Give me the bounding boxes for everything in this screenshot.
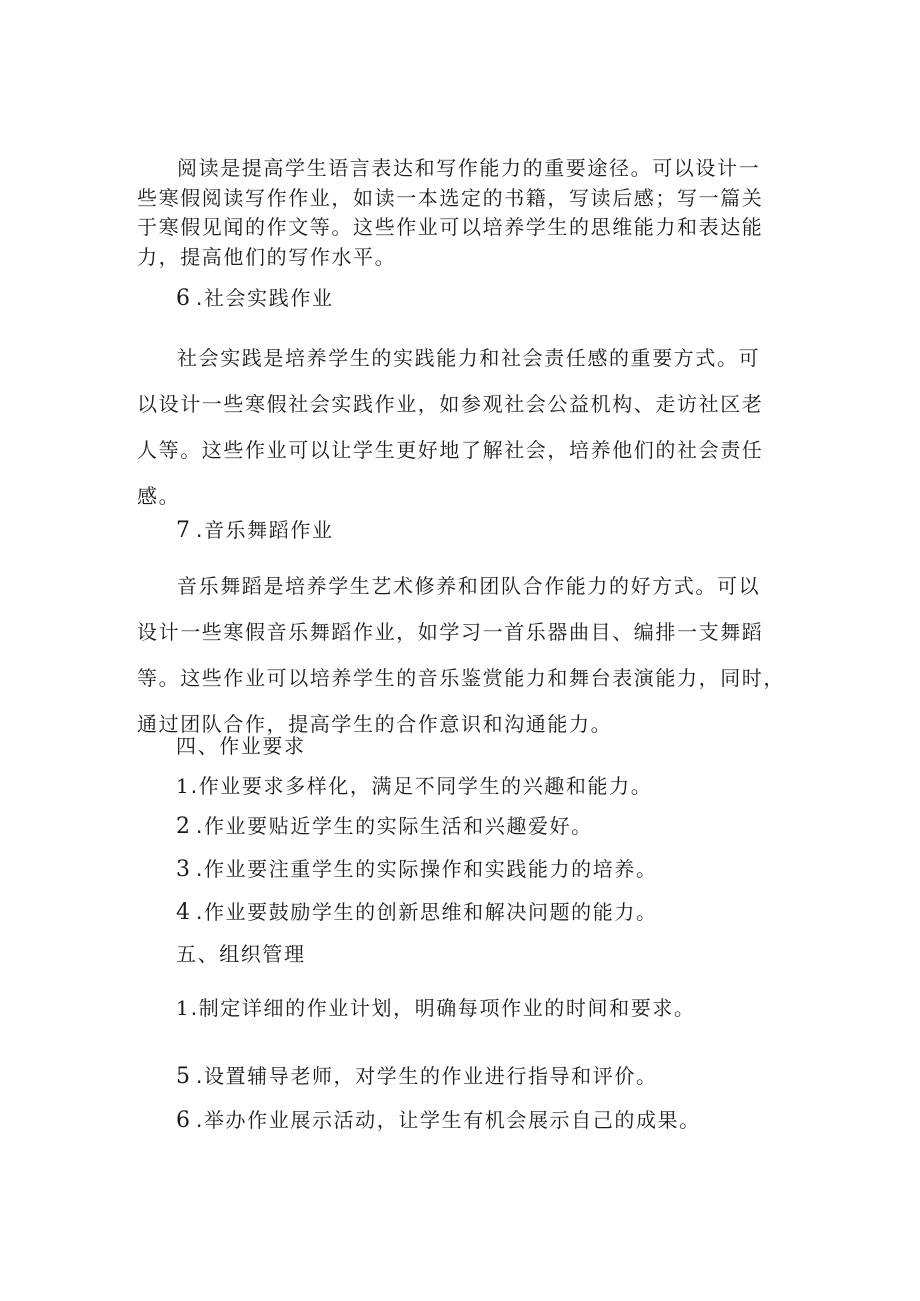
section-heading-requirements: 四、作业要求	[176, 734, 306, 758]
management-item	[176, 1104, 701, 1133]
item-title: .社会实践作业	[196, 286, 334, 310]
item-text: .作业要鼓励学生的创新思维和解决问题的能力。	[196, 900, 658, 924]
paragraph-line: 些寒假阅读写作作业，如读一本选定的书籍，写读后感；写一篇关	[137, 185, 764, 210]
paragraph-line: 阅读是提高学生语言表达和写作能力的重要途径。可以设计一	[177, 156, 761, 180]
item-number: 1	[176, 774, 189, 798]
heading-music-dance	[176, 514, 334, 543]
item-text: .设置辅导老师，对学生的作业进行指导和评价。	[196, 1064, 658, 1088]
item-text: .作业要注重学生的实际操作和实践能力的培养。	[196, 857, 658, 881]
paragraph-line: 音乐舞蹈是培养学生艺术修养和团队合作能力的好方式。可以	[177, 574, 761, 598]
item-number: 4	[176, 900, 190, 925]
management-item	[176, 992, 696, 1021]
section-heading-management: 五、组织管理	[176, 942, 306, 966]
item-title: .音乐舞蹈作业	[196, 518, 334, 542]
requirement-item	[176, 853, 658, 882]
social-practice-paragraph	[137, 335, 777, 519]
item-number: 5	[176, 1064, 190, 1089]
music-dance-paragraph	[137, 563, 785, 747]
paragraph-line: 设计一些寒假音乐舞蹈作业，如学习一首乐器曲目、编排一支舞蹈	[137, 620, 764, 644]
item-text: .制定详细的作业计划，明确每项作业的时间和要求。	[190, 996, 696, 1020]
item-number: 6	[176, 1108, 190, 1133]
management-item	[176, 1060, 658, 1089]
paragraph-line: 力，提高他们的写作水平。	[137, 244, 397, 269]
reading-paragraph	[137, 154, 777, 272]
requirement-item	[176, 896, 658, 925]
paragraph-line: 感。	[137, 484, 181, 508]
item-text: .举办作业展示活动，让学生有机会展示自己的成果。	[196, 1108, 701, 1132]
paragraph-line: 社会实践是培养学生的实践能力和社会责任感的重要方式。可	[177, 346, 761, 370]
paragraph-line: 于寒假见闻的作文等。这些作业可以培养学生的思维能力和表达能	[137, 215, 764, 239]
paragraph-line: 以设计一些寒假社会实践作业，如参观社会公益机构、走访社区老	[137, 392, 764, 416]
requirement-item	[176, 770, 652, 799]
item-number: 6	[176, 286, 190, 311]
item-text: .作业要求多样化，满足不同学生的兴趣和能力。	[190, 774, 653, 798]
item-number: 2	[176, 814, 190, 839]
requirement-item	[176, 810, 593, 839]
paragraph-line: 人等。这些作业可以让学生更好地了解社会，培养他们的社会责任	[137, 438, 764, 462]
paragraph-line: 通过团队合作，提高学生的合作意识和沟通能力。	[137, 712, 613, 736]
paragraph-line: 等。这些作业可以培养学生的音乐鉴赏能力和舞台表演能力，同时，	[137, 666, 785, 690]
heading-social-practice	[176, 282, 334, 311]
item-text: .作业要贴近学生的实际生活和兴趣爱好。	[196, 814, 593, 838]
item-number: 7	[176, 518, 190, 543]
item-number: 3	[176, 857, 190, 882]
item-number: 1	[176, 996, 189, 1020]
